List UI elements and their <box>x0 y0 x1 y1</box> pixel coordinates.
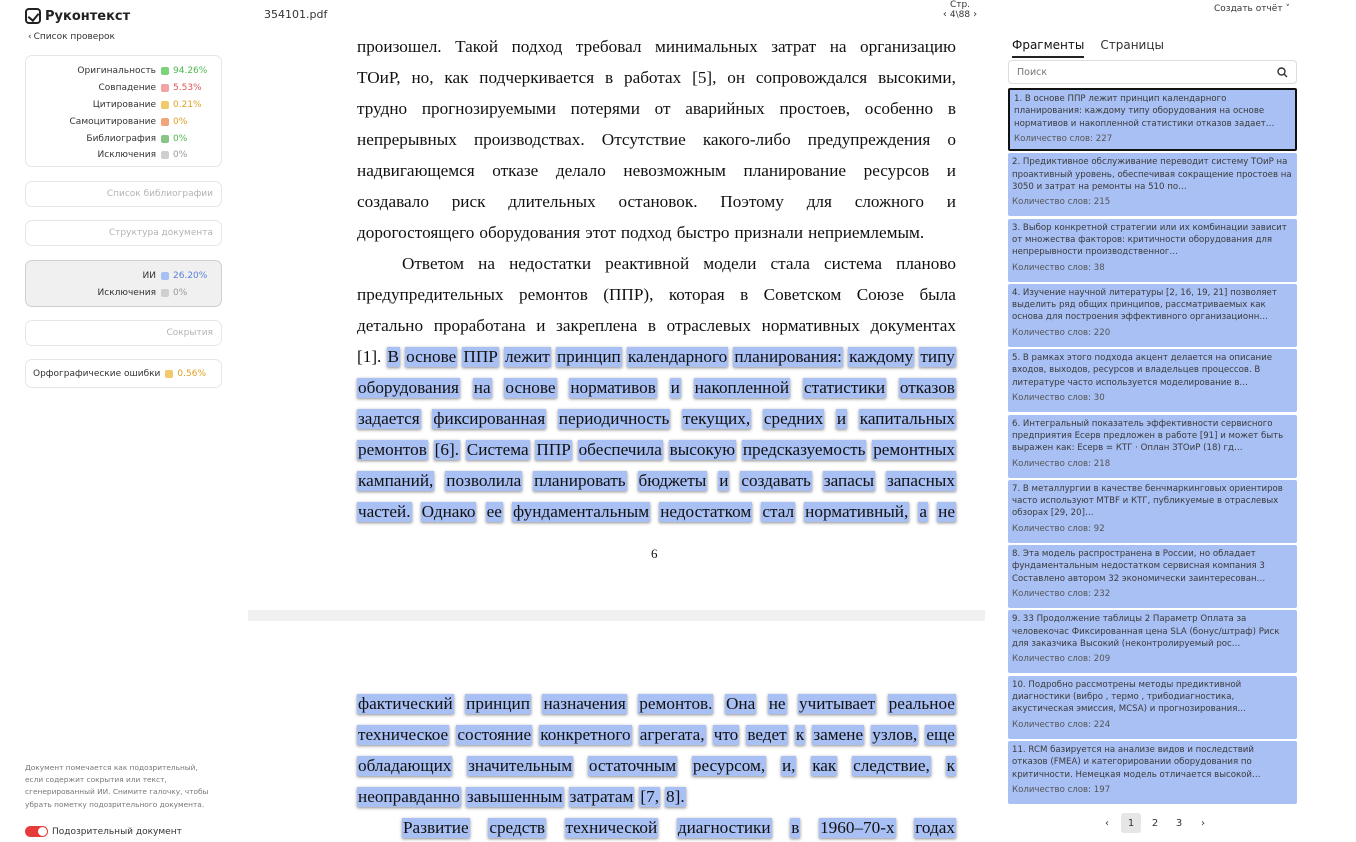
metric-color-square <box>161 101 169 109</box>
metric-label: Оригинальность <box>77 66 156 77</box>
fragment-text: 3. Выбор конкретной стратегии или их комбинации зависит от множества факторов: критичности оборудования для непрерывности производственног… <box>1012 222 1287 258</box>
ai-highlighted-word: ППР <box>536 440 571 459</box>
document-word: для <box>806 192 832 211</box>
document-word: реактивной <box>605 254 690 273</box>
ai-highlighted-word: средств <box>489 818 545 837</box>
metric-label: Исключения <box>97 288 156 299</box>
document-word: отказе <box>492 161 539 180</box>
document-line <box>357 284 956 306</box>
pager-page[interactable]: 1 <box>1121 813 1141 833</box>
ai-highlighted-word: принцип <box>556 347 621 366</box>
document-word: планово <box>896 254 956 273</box>
metric-color-square <box>161 289 169 297</box>
document-word: быстро <box>676 223 730 242</box>
document-word: недостатки <box>509 254 592 273</box>
metric-value: 0% <box>173 116 188 127</box>
back-link-label: Список проверок <box>33 32 115 42</box>
document-word: организацию <box>860 37 956 56</box>
metric-row <box>36 285 211 302</box>
right-panel-tabs <box>1012 38 1164 58</box>
ai-highlighted-word: бюджеты <box>638 471 707 490</box>
ai-highlighted-word: кампаний, <box>358 471 434 490</box>
ai-highlighted-word: нормативный, <box>805 502 909 521</box>
ai-highlighted-word: учитывает <box>799 694 876 713</box>
page-number: 6 <box>651 546 658 561</box>
fragment-text: 10. Подробно рассмотрены методы предиктивной диагностики (вибро , термо , трибодиагностика, акустическая эмиссия, MCSA) и прогнозирования… <box>1012 679 1246 715</box>
ai-highlighted-word: частей. <box>358 502 411 521</box>
ai-highlighted-word: ремонтных <box>873 440 955 459</box>
document-word: невозможным <box>623 161 726 180</box>
ai-highlighted-word: капитальных <box>859 409 955 428</box>
app-name: Руконтекст <box>45 8 131 24</box>
ai-highlighted-word: завышенным <box>466 787 563 806</box>
metric-value: 94.26% <box>173 66 208 77</box>
fragment-word-count: Количество слов: 224 <box>1012 719 1111 730</box>
tab-fragments[interactable]: Фрагменты <box>1012 38 1084 58</box>
ai-highlighted-word: текущих, <box>682 409 751 428</box>
metric-row <box>36 80 211 97</box>
metric-row <box>36 130 211 147</box>
create-report-button[interactable] <box>1214 4 1290 14</box>
next-page-icon[interactable]: › <box>973 9 978 20</box>
spelling-errors-card[interactable] <box>25 359 222 388</box>
fragment-card[interactable] <box>1008 219 1297 282</box>
fragment-word-count: Количество слов: 215 <box>1012 197 1111 208</box>
ai-highlighted-word: остаточным <box>588 756 677 775</box>
document-word: детально <box>357 316 424 335</box>
ai-highlighted-word: фундаментальным <box>512 502 650 521</box>
ai-highlighted-word: конкретного <box>540 725 631 744</box>
fragment-text: 8. Эта модель распространена в России, но обладает фундаментальным недостатком сервисная компания 3 Составлено автором 32 экономически заинтересован… <box>1012 549 1266 584</box>
document-word: в <box>740 285 749 304</box>
fragment-word-count: Количество слов: 38 <box>1012 262 1105 273</box>
document-word: о <box>947 130 956 149</box>
metric-value: 26.20% <box>173 271 208 282</box>
ai-highlighted-word: принцип <box>466 694 530 713</box>
document-line <box>357 36 956 58</box>
ai-highlighted-word: к <box>946 756 955 775</box>
ai-highlighted-word: запасных <box>886 471 955 490</box>
ai-highlighted-word: и, <box>781 756 796 775</box>
document-line <box>357 67 956 89</box>
pager-next-icon[interactable]: › <box>1201 817 1205 829</box>
ai-highlighted-word: Она <box>725 694 756 713</box>
fragment-text: 1. В основе ППР лежит принцип календарного планирования: каждому типу оборудования на основе нормативов и накопленной статистики отказов задает… <box>1014 94 1275 129</box>
document-word: [1]. <box>357 347 382 366</box>
page-separator <box>248 610 985 621</box>
document-word: была <box>919 285 956 304</box>
ai-highlighted-word: значительным <box>468 756 573 775</box>
metric-label: Совпадение <box>98 83 156 94</box>
metric-row <box>36 268 211 285</box>
tab-pages[interactable]: Страницы <box>1100 38 1164 52</box>
metric-label: Самоцитирование <box>69 116 156 127</box>
fragment-word-count: Количество слов: 30 <box>1012 393 1105 404</box>
fragment-card[interactable] <box>1008 480 1297 543</box>
fragment-card[interactable] <box>1008 610 1297 673</box>
document-word: признали <box>734 223 804 242</box>
sidebar <box>0 0 240 842</box>
document-word: и <box>946 161 956 180</box>
document-line <box>357 98 956 120</box>
document-word: создавало <box>357 192 429 211</box>
fragment-text: 6. Интегральный показатель эффективности сервисного предприятия Есерв предложен в работе [91] и может быть выражен как: Есерв = КТГ · Оплан ЗТОиР (18) гд… <box>1012 418 1284 454</box>
ai-highlighted-word: [6]. <box>434 440 460 459</box>
prev-page-icon[interactable]: ‹ <box>942 9 947 20</box>
page-navigator <box>938 0 982 20</box>
document-word: и <box>536 316 546 335</box>
document-line <box>357 470 956 492</box>
document-word: сложного <box>854 192 924 211</box>
ai-highlighted-word: а <box>919 502 928 521</box>
pager-page[interactable]: 3 <box>1175 817 1183 829</box>
document-word: ресурсов <box>863 161 930 180</box>
document-line <box>357 346 956 368</box>
document-viewer[interactable] <box>248 28 985 842</box>
document-word: документах <box>870 316 956 335</box>
suspicious-toggle-label: Подозрительный документ <box>52 826 182 837</box>
document-word: закреплена <box>556 316 638 335</box>
ai-highlighted-word: оборудования <box>358 378 459 397</box>
ai-highlighted-word: что <box>713 725 739 744</box>
metric-value: 0% <box>173 288 188 299</box>
document-word: предупреждения <box>807 130 931 149</box>
ai-highlighted-word: и <box>719 471 729 490</box>
fragment-pager <box>1097 813 1213 833</box>
back-to-checks-link[interactable] <box>28 32 115 42</box>
ai-highlighted-word: каждому <box>849 347 914 366</box>
fragment-card[interactable] <box>1008 545 1297 608</box>
document-word: подход <box>511 37 563 56</box>
document-word: в <box>947 99 956 118</box>
document-word: модели <box>703 254 757 273</box>
metric-row <box>36 113 211 130</box>
metric-row <box>36 63 211 80</box>
fragment-search[interactable] <box>1008 60 1297 84</box>
metric-label: Цитирование <box>92 99 156 110</box>
suspicious-note: Документ помечается как подозрительный, если содержит сокрытия или текст, сгенерированный ИИ. Снимите галочку, чтобы убрать пометку подозрительного документа. <box>25 763 209 809</box>
ai-highlighted-word: и <box>670 378 680 397</box>
metric-color-square <box>161 84 169 92</box>
metric-color-square <box>161 67 169 75</box>
document-line <box>402 253 956 275</box>
document-word: делало <box>555 161 606 180</box>
metric-label: Исключения <box>97 150 156 161</box>
ai-highlighted-word: отказов <box>899 378 955 397</box>
document-line <box>357 315 956 337</box>
ai-highlighted-word: Однако <box>421 502 476 521</box>
ai-highlighted-word: ремонтов. <box>639 694 713 713</box>
spelling-errors-label: Орфографические ошибки <box>33 368 161 379</box>
ai-highlighted-word: реальное <box>888 694 955 713</box>
ai-highlighted-word: высокую <box>669 440 736 459</box>
bibliography-list-label: Список библиографии <box>106 189 213 199</box>
app-logo[interactable] <box>25 8 130 24</box>
metric-value: 5.53% <box>173 83 202 94</box>
fragment-word-count: Количество слов: 220 <box>1012 327 1111 338</box>
suspicious-toggle-row <box>25 826 182 837</box>
document-word: в <box>605 68 614 87</box>
ai-highlighted-word: не <box>768 694 786 713</box>
ai-highlighted-word: как <box>812 756 837 775</box>
document-word: нормативных <box>761 316 860 335</box>
ai-highlighted-word: агрегата, <box>639 725 705 744</box>
pager-prev-icon[interactable]: ‹ <box>1105 817 1109 829</box>
document-word: аварийных <box>685 99 765 118</box>
document-word: неприемлемым. <box>808 223 925 242</box>
metric-label: Библиография <box>86 133 156 144</box>
document-line <box>357 501 956 523</box>
document-word: риск <box>451 192 486 211</box>
ai-highlighted-word: состояние <box>457 725 532 744</box>
document-word: (ППР), <box>603 285 654 304</box>
ai-highlighted-word: фактический <box>358 694 453 713</box>
ai-highlighted-word: календарного <box>627 347 728 366</box>
document-line <box>357 222 956 244</box>
document-word: потерями <box>570 99 640 118</box>
ai-highlighted-word: недостатком <box>660 502 752 521</box>
search-input[interactable] <box>1017 67 1257 78</box>
document-word: этот <box>585 223 616 242</box>
document-word: трудно <box>357 99 408 118</box>
ai-highlighted-word: следствие, <box>853 756 930 775</box>
metric-value: 0.21% <box>173 99 202 110</box>
document-filename: 354101.pdf <box>264 8 328 21</box>
document-word: ремонтов <box>518 285 588 304</box>
document-word: оборудования <box>479 223 581 242</box>
document-word: отраслевых <box>666 316 752 335</box>
ai-highlighted-word: основе <box>505 378 556 397</box>
document-line <box>357 755 956 777</box>
ai-highlighted-word: замене <box>813 725 864 744</box>
document-word: на <box>478 254 495 273</box>
ai-highlighted-word: диагностики <box>677 818 771 837</box>
ai-highlighted-word: Система <box>466 440 529 459</box>
fragment-text: 2. Предиктивное обслуживание переводит систему ТОиР на проактивный уровень, обеспечивая сокращение простоев на 3050 и затрат на ремонты на 510 по… <box>1012 157 1292 192</box>
metric-row <box>36 147 211 164</box>
ai-highlighted-word: основе <box>406 347 457 366</box>
ai-highlighted-word: планирования: <box>734 347 842 366</box>
document-word: Союзе <box>856 285 905 304</box>
document-word: произошел. <box>357 37 442 56</box>
metric-value: 0% <box>173 133 188 144</box>
document-word: на <box>829 37 847 56</box>
document-line <box>357 786 956 808</box>
document-word: непрерывных <box>357 130 457 149</box>
ai-highlighted-word: типу <box>920 347 955 366</box>
metric-label: ИИ <box>142 271 156 282</box>
ai-highlighted-word: и <box>836 409 847 428</box>
document-word: какого-либо <box>702 130 791 149</box>
document-line <box>357 160 956 182</box>
document-word: предупредительных <box>357 285 504 304</box>
fragment-card[interactable] <box>1008 676 1297 739</box>
metric-row <box>36 97 211 114</box>
fragment-word-count: Количество слов: 218 <box>1012 458 1111 469</box>
document-word: высокими, <box>878 68 956 87</box>
document-word: требовал <box>575 37 642 56</box>
document-word: он <box>727 68 746 87</box>
ai-highlighted-word: назначения <box>543 694 626 713</box>
document-word: минимальных <box>654 37 758 56</box>
document-word: от <box>654 99 671 118</box>
ai-highlighted-word: технической <box>565 818 658 837</box>
document-word: ТОиР, <box>357 68 401 87</box>
ai-highlighted-word: затратам <box>569 787 634 806</box>
ai-highlighted-word: 1960–70-х <box>820 818 895 837</box>
document-word: простоев, <box>779 99 851 118</box>
document-word: подход <box>620 223 672 242</box>
spelling-errors-value: 0.56% <box>177 368 207 379</box>
metric-color-square <box>161 135 169 143</box>
metrics-card <box>25 55 222 167</box>
document-word: подчеркивается <box>479 68 595 87</box>
ai-highlighted-word: к <box>795 725 805 744</box>
ai-highlighted-word: ведет <box>747 725 787 744</box>
ai-highlighted-word: годах <box>915 818 955 837</box>
fragment-card[interactable] <box>1008 415 1297 478</box>
ai-highlighted-word: стал <box>762 502 795 521</box>
ai-highlighted-word: ее <box>486 502 502 521</box>
document-line <box>357 129 956 151</box>
suspicious-toggle[interactable] <box>25 826 48 837</box>
document-line <box>357 693 956 715</box>
search-icon[interactable] <box>1277 67 1288 78</box>
chevron-left-icon: ‹ <box>28 32 32 42</box>
create-report-label: Создать отчёт <box>1214 4 1283 14</box>
document-structure-button[interactable] <box>25 220 222 246</box>
document-word: проработана <box>433 316 526 335</box>
fragment-word-count: Количество слов: 92 <box>1012 523 1105 534</box>
ai-highlighted-word: средних <box>763 409 824 428</box>
ai-highlighted-word: [7, <box>640 787 659 806</box>
document-word: дорогостоящего <box>357 223 475 242</box>
document-word: работах <box>623 68 682 87</box>
ai-highlighted-word: ремонтов <box>358 440 427 459</box>
document-structure-label: Структура документа <box>108 228 213 238</box>
pager-page[interactable]: 2 <box>1151 817 1159 829</box>
document-word: но, <box>411 68 434 87</box>
ai-highlighted-word: не <box>938 502 955 521</box>
ai-highlighted-word: Развитие <box>403 818 469 837</box>
document-line <box>357 439 956 461</box>
chevron-down-icon: ˅ <box>1285 4 1290 14</box>
fragment-card[interactable] <box>1008 349 1297 412</box>
document-word: остановок. <box>618 192 698 211</box>
fragment-word-count: Количество слов: 209 <box>1012 654 1111 665</box>
bibliography-list-button[interactable] <box>25 181 222 207</box>
document-word: сопровождался <box>755 68 868 87</box>
ai-highlighted-word: нормативов <box>570 378 656 397</box>
document-word: в <box>647 316 656 335</box>
ai-highlighted-word: обеспечила <box>578 440 662 459</box>
document-line <box>357 408 956 430</box>
fragment-text: 4. Изучение научной литературы [2, 16, 19, 21] позволяет выделить ряд общих принципов, рассматриваемых как основа для построения эффективного организационн… <box>1012 287 1277 323</box>
ai-highlighted-word: на <box>473 378 491 397</box>
document-word: как <box>444 68 469 87</box>
document-word: стала <box>770 254 810 273</box>
ai-highlighted-word: в <box>791 818 800 837</box>
ai-highlighted-word: техническое <box>358 725 449 744</box>
fragment-text: 7. В металлургии в качестве бенчмаркинговых ориентиров часто используют MTBF и КТГ, публикуемые в отраслевых обзорах [29, 20]… <box>1012 483 1283 519</box>
hidden-content-label: Сокрытия <box>166 328 213 338</box>
ai-highlighted-word: лежит <box>504 347 550 366</box>
hidden-content-button[interactable] <box>25 320 222 346</box>
metric-color-square <box>161 118 169 126</box>
fragment-word-count: Количество слов: 232 <box>1012 589 1111 600</box>
document-line <box>357 724 956 746</box>
fragment-card[interactable] <box>1008 284 1297 347</box>
document-word: которая <box>668 285 725 304</box>
document-word: длительных <box>508 192 596 211</box>
document-word: планирование <box>743 161 847 180</box>
document-line <box>357 377 956 399</box>
ai-highlighted-word: позволила <box>446 471 522 490</box>
document-word: и <box>946 192 956 211</box>
ai-highlighted-word: неоправданно <box>358 787 460 806</box>
ai-highlighted-word: статистики <box>803 378 886 397</box>
ai-highlighted-word: 8]. <box>666 787 685 806</box>
document-word: [5], <box>692 68 717 87</box>
document-word: надвигающемся <box>357 161 475 180</box>
document-word: Отсутствие <box>601 130 686 149</box>
fragment-word-count: Количество слов: 197 <box>1012 785 1111 795</box>
ai-highlighted-word: создавать <box>741 471 811 490</box>
spelling-color-square <box>165 370 173 378</box>
ai-highlighted-word: В <box>387 347 399 366</box>
document-word: Поэтому <box>720 192 784 211</box>
ai-highlighted-word: ППР <box>463 347 498 366</box>
fragment-word-count: Количество слов: 227 <box>1014 134 1113 144</box>
metric-color-square <box>161 151 169 159</box>
ai-highlighted-word: запасы <box>823 471 875 490</box>
ai-highlighted-word: еще <box>926 725 955 744</box>
ai-highlighted-word: предсказуемость <box>742 440 866 459</box>
fragment-card[interactable] <box>1008 741 1297 804</box>
ai-highlighted-word: периодичность <box>558 409 670 428</box>
page-label: Стр. <box>949 0 971 10</box>
ai-highlighted-word: планировать <box>534 471 626 490</box>
check-logo-icon <box>25 8 41 24</box>
ai-highlighted-word: накопленной <box>694 378 790 397</box>
document-word: производствах. <box>473 130 585 149</box>
ai-highlighted-word: обладающих <box>358 756 452 775</box>
document-word: Советском <box>763 285 842 304</box>
fragment-text: 9. 33 Продолжение таблицы 2 Параметр Оплата за человекочас Фиксированная цена SLA (бонус/штраф) Риск для заказчика Высокий (неконтролируемый рос… <box>1012 614 1280 649</box>
page-indicator: 4\88 <box>949 10 971 20</box>
ai-highlighted-word: узлов, <box>872 725 918 744</box>
document-word: прогнозируемыми <box>421 99 556 118</box>
metric-color-square <box>161 272 169 280</box>
document-line <box>357 191 956 213</box>
fragment-text: 5. В рамках этого подхода акцент делается на описание входов, выходов, ресурсов и владельцев процессов. В литературе часто используется моделирование в… <box>1012 353 1273 388</box>
fragment-text: 11. RCM базируется на анализе видов и последствий отказов (FMEA) и категорировании оборудования по критичности. Немецкая модель отличается высокой… <box>1012 745 1261 780</box>
document-word: Такой <box>455 37 499 56</box>
ai-highlighted-word: фиксированная <box>433 409 546 428</box>
ai-metrics-card[interactable] <box>25 260 222 307</box>
ai-highlighted-word: ресурсом, <box>692 756 766 775</box>
document-word: затрат <box>771 37 817 56</box>
document-word: система <box>824 254 882 273</box>
document-word: особенно <box>864 99 934 118</box>
document-word: Ответом <box>402 254 464 273</box>
ai-highlighted-word: задается <box>358 409 420 428</box>
document-line <box>402 817 956 839</box>
fragment-card[interactable] <box>1008 153 1297 216</box>
fragment-card[interactable] <box>1008 88 1297 151</box>
metric-value: 0% <box>173 150 188 161</box>
